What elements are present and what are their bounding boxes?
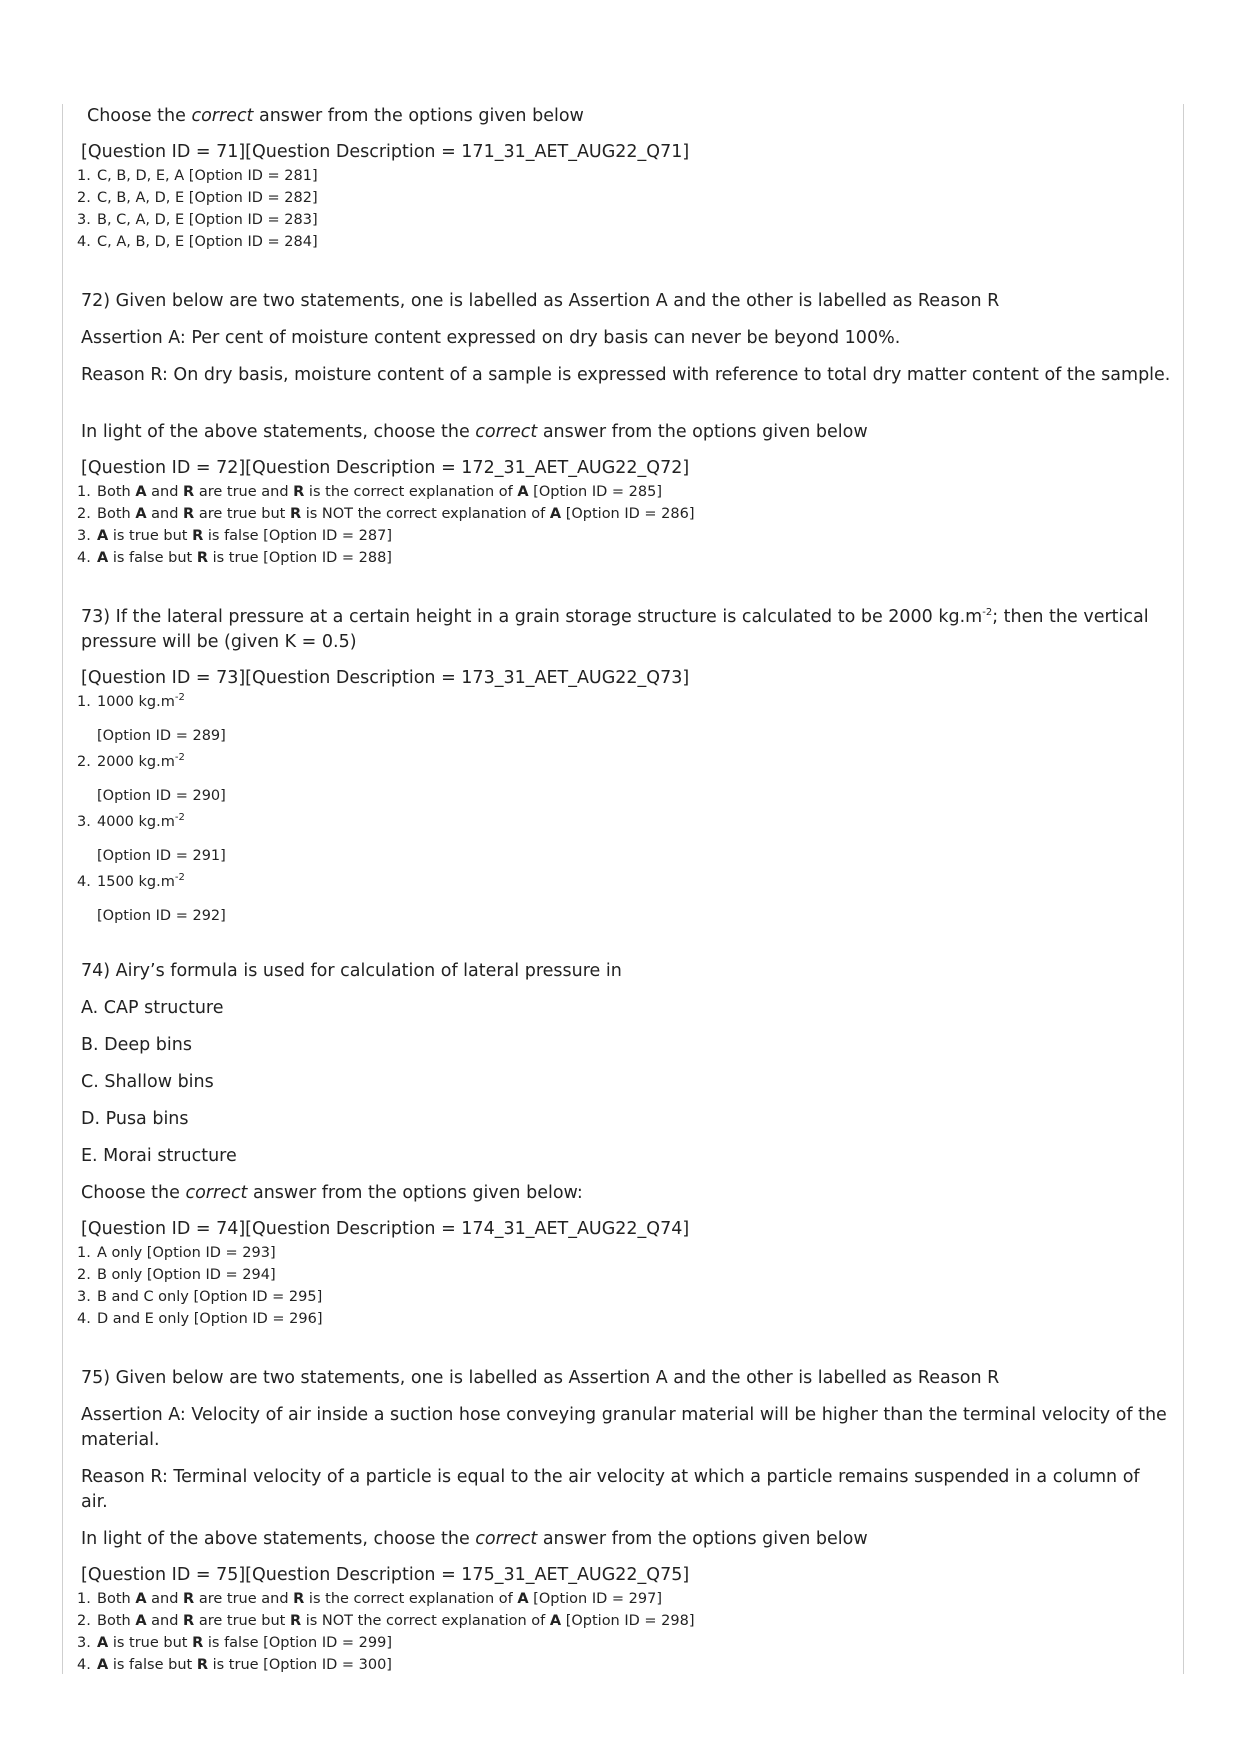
q71-question-id: [Question ID = 71][Question Description = 171_31_AET_AUG22_Q71] xyxy=(81,142,690,162)
option: 4. D and E only [Option ID = 296] xyxy=(77,1311,323,1327)
option: 2. 2000 $kg.m^{-2}$ [Option ID = 290] xyxy=(77,752,226,804)
q75-assertion: Assertion A: Velocity of air inside a suction hose conveying granular material will be higher than the terminal velocity of the material. xyxy=(81,1405,1167,1450)
option: 2. Both A and R are true but R is NOT the correct explanation of A [Option ID = 286] xyxy=(77,506,695,522)
q72-options xyxy=(77,481,1171,569)
option: 4. A is false but R is true [Option ID = 288] xyxy=(77,550,392,566)
q71-intro: Choose the correct answer from the options given below xyxy=(87,106,584,126)
option: 1. Both A and R are true and R is the correct explanation of A [Option ID = 285] xyxy=(77,484,662,500)
option: 3. 4000 $kg.m^{-2}$ [Option ID = 291] xyxy=(77,812,226,864)
option: 4. C, A, B, D, E [Option ID = 284] xyxy=(77,234,318,250)
q73-title: 73) If the lateral pressure at a certain height in a grain storage structure is calculated to be 2000 $kg.m^{-2}$; then the vertical pressure will be (given K = 0.5) xyxy=(81,607,1149,652)
option: 2. C, B, A, D, E [Option ID = 282] xyxy=(77,190,318,206)
q74-item: A. CAP structure xyxy=(81,998,224,1018)
q72-reason: Reason R: On dry basis, moisture content of a sample is expressed with reference to total dry matter content of the sample. xyxy=(81,365,1171,385)
q72-intro: In light of the above statements, choose the correct answer from the options given below xyxy=(81,422,868,442)
option: 2. Both A and R are true but R is NOT the correct explanation of A [Option ID = 298] xyxy=(77,1613,695,1629)
option: 3. B and C only [Option ID = 295] xyxy=(77,1289,323,1305)
option: 1. 1000 $kg.m^{-2}$ [Option ID = 289] xyxy=(77,692,226,744)
q72-question-id: [Question ID = 72][Question Description = 172_31_AET_AUG22_Q72] xyxy=(81,458,690,478)
page-content xyxy=(77,104,1171,1676)
q72-title: 72) Given below are two statements, one is labelled as Assertion A and the other is labelled as Reason R xyxy=(81,291,1000,311)
question-page xyxy=(62,104,1184,1674)
q75-intro: In light of the above statements, choose the correct answer from the options given below xyxy=(81,1529,868,1549)
q75-question-id: [Question ID = 75][Question Description = 175_31_AET_AUG22_Q75] xyxy=(81,1565,690,1585)
q74-item: C. Shallow bins xyxy=(81,1072,214,1092)
q74-item: E. Morai structure xyxy=(81,1146,237,1166)
option: 1. Both A and R are true and R is the correct explanation of A [Option ID = 297] xyxy=(77,1591,662,1607)
q74-question-id: [Question ID = 74][Question Description = 174_31_AET_AUG22_Q74] xyxy=(81,1219,690,1239)
option: 3. A is true but R is false [Option ID = 287] xyxy=(77,528,392,544)
option: 3. A is true but R is false [Option ID = 299] xyxy=(77,1635,392,1651)
q72-assertion: Assertion A: Per cent of moisture content expressed on dry basis can never be beyond 100%. xyxy=(81,328,901,348)
q75-options xyxy=(77,1588,1171,1676)
option: 3. B, C, A, D, E [Option ID = 283] xyxy=(77,212,318,228)
q74-item: B. Deep bins xyxy=(81,1035,192,1055)
q73-options xyxy=(77,691,1171,927)
option: 4. 1500 $kg.m^{-2}$ [Option ID = 292] xyxy=(77,872,226,924)
option: 2. B only [Option ID = 294] xyxy=(77,1267,276,1283)
q75-title: 75) Given below are two statements, one is labelled as Assertion A and the other is labelled as Reason R xyxy=(81,1368,1000,1388)
q71-options xyxy=(77,165,1171,253)
option: 1. A only [Option ID = 293] xyxy=(77,1245,276,1261)
q74-options xyxy=(77,1242,1171,1330)
q75-reason: Reason R: Terminal velocity of a particle is equal to the air velocity at which a particle remains suspended in a column of air. xyxy=(81,1467,1140,1512)
option: 4. A is false but R is true [Option ID = 300] xyxy=(77,1657,392,1673)
q74-item: D. Pusa bins xyxy=(81,1109,189,1129)
option: 1. C, B, D, E, A [Option ID = 281] xyxy=(77,168,318,184)
q74-intro: Choose the correct answer from the options given below: xyxy=(81,1183,583,1203)
q73-question-id: [Question ID = 73][Question Description = 173_31_AET_AUG22_Q73] xyxy=(81,668,690,688)
q74-title: 74) Airy’s formula is used for calculation of lateral pressure in xyxy=(81,961,622,981)
